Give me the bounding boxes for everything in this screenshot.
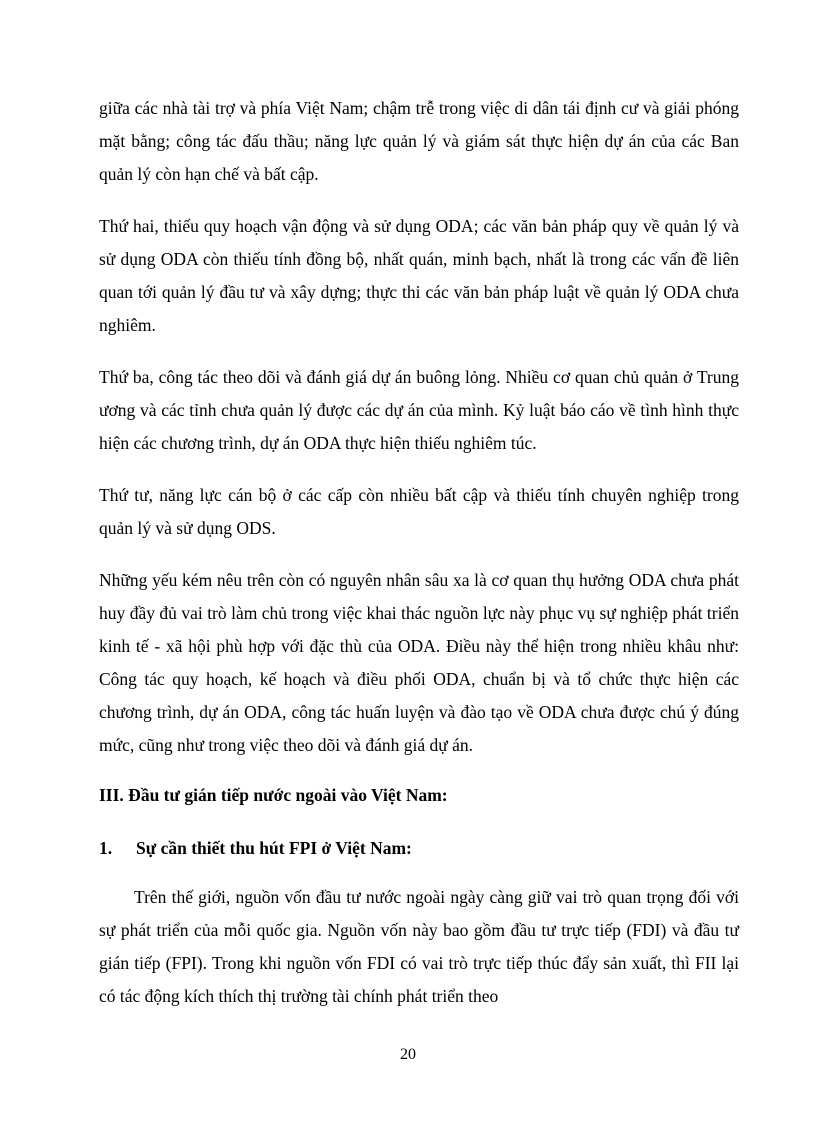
section-heading-iii: III. Đầu tư gián tiếp nước ngoài vào Việt Nam: — [99, 785, 448, 805]
paragraph-nguyen-nhan: Những yếu kém nêu trên còn có nguyên nhân sâu xa là cơ quan thụ hưởng ODA chưa phát huy đầy đủ vai trò làm chủ trong việc khai thác nguồn lực này phục vụ sự nghiệp phát triển kinh tế - xã hội phù hợp với đặc thù của ODA. Điều này thể hiện trong nhiều khâu như: Công tác quy hoạch, kế hoạch và điều phối ODA, chuẩn bị và tổ chức thực hiện các chương trình, dự án ODA, công tác huấn luyện và đào tạo về ODA chưa được chú ý đúng mức, cũng như trong việc theo dõi và đánh giá dự án. — [99, 570, 739, 755]
paragraph-continuation: giữa các nhà tài trợ và phía Việt Nam; chậm trễ trong việc di dân tái định cư và giải phóng mặt bằng; công tác đấu thầu; năng lực quản lý và giám sát thực hiện dự án của các Ban quản lý còn hạn chế và bất cập. — [99, 98, 739, 184]
paragraph-thu-tu: Thứ tư, năng lực cán bộ ở các cấp còn nhiều bất cập và thiếu tính chuyên nghiệp trong quản lý và sử dụng ODS. — [99, 485, 739, 538]
subsection-number: 1. — [99, 838, 113, 858]
paragraph-fpi-intro: Trên thế giới, nguồn vốn đầu tư nước ngoài ngày càng giữ vai trò quan trọng đối với sự phát triển của mỗi quốc gia. Nguồn vốn này bao gồm đầu tư trực tiếp (FDI) và đầu tư gián tiếp (FPI). Trong khi nguồn vốn FDI có vai trò trực tiếp thúc đẩy sản xuất, thì FII lại có tác động kích thích thị trường tài chính phát triển theo — [99, 887, 739, 1006]
paragraph-thu-hai: Thứ hai, thiếu quy hoạch vận động và sử dụng ODA; các văn bản pháp quy về quản lý và sử dụng ODA còn thiếu tính đồng bộ, nhất quán, minh bạch, nhất là trong các vấn đề liên quan tới quản lý đầu tư và xây dựng; thực thi các văn bản pháp luật về quản lý ODA chưa nghiêm. — [99, 216, 739, 335]
page-number: 20 — [400, 1046, 416, 1063]
paragraph-thu-ba: Thứ ba, công tác theo dõi và đánh giá dự án buông lỏng. Nhiều cơ quan chủ quản ở Trung ương và các tỉnh chưa quản lý được các dự án của mình. Kỷ luật báo cáo về tình hình thực hiện các chương trình, dự án ODA thực hiện thiếu nghiêm túc. — [99, 367, 739, 453]
subsection-heading-1 — [99, 832, 739, 865]
document-page — [99, 92, 739, 1013]
subsection-title: Sự cần thiết thu hút FPI ở Việt Nam: — [136, 838, 412, 858]
